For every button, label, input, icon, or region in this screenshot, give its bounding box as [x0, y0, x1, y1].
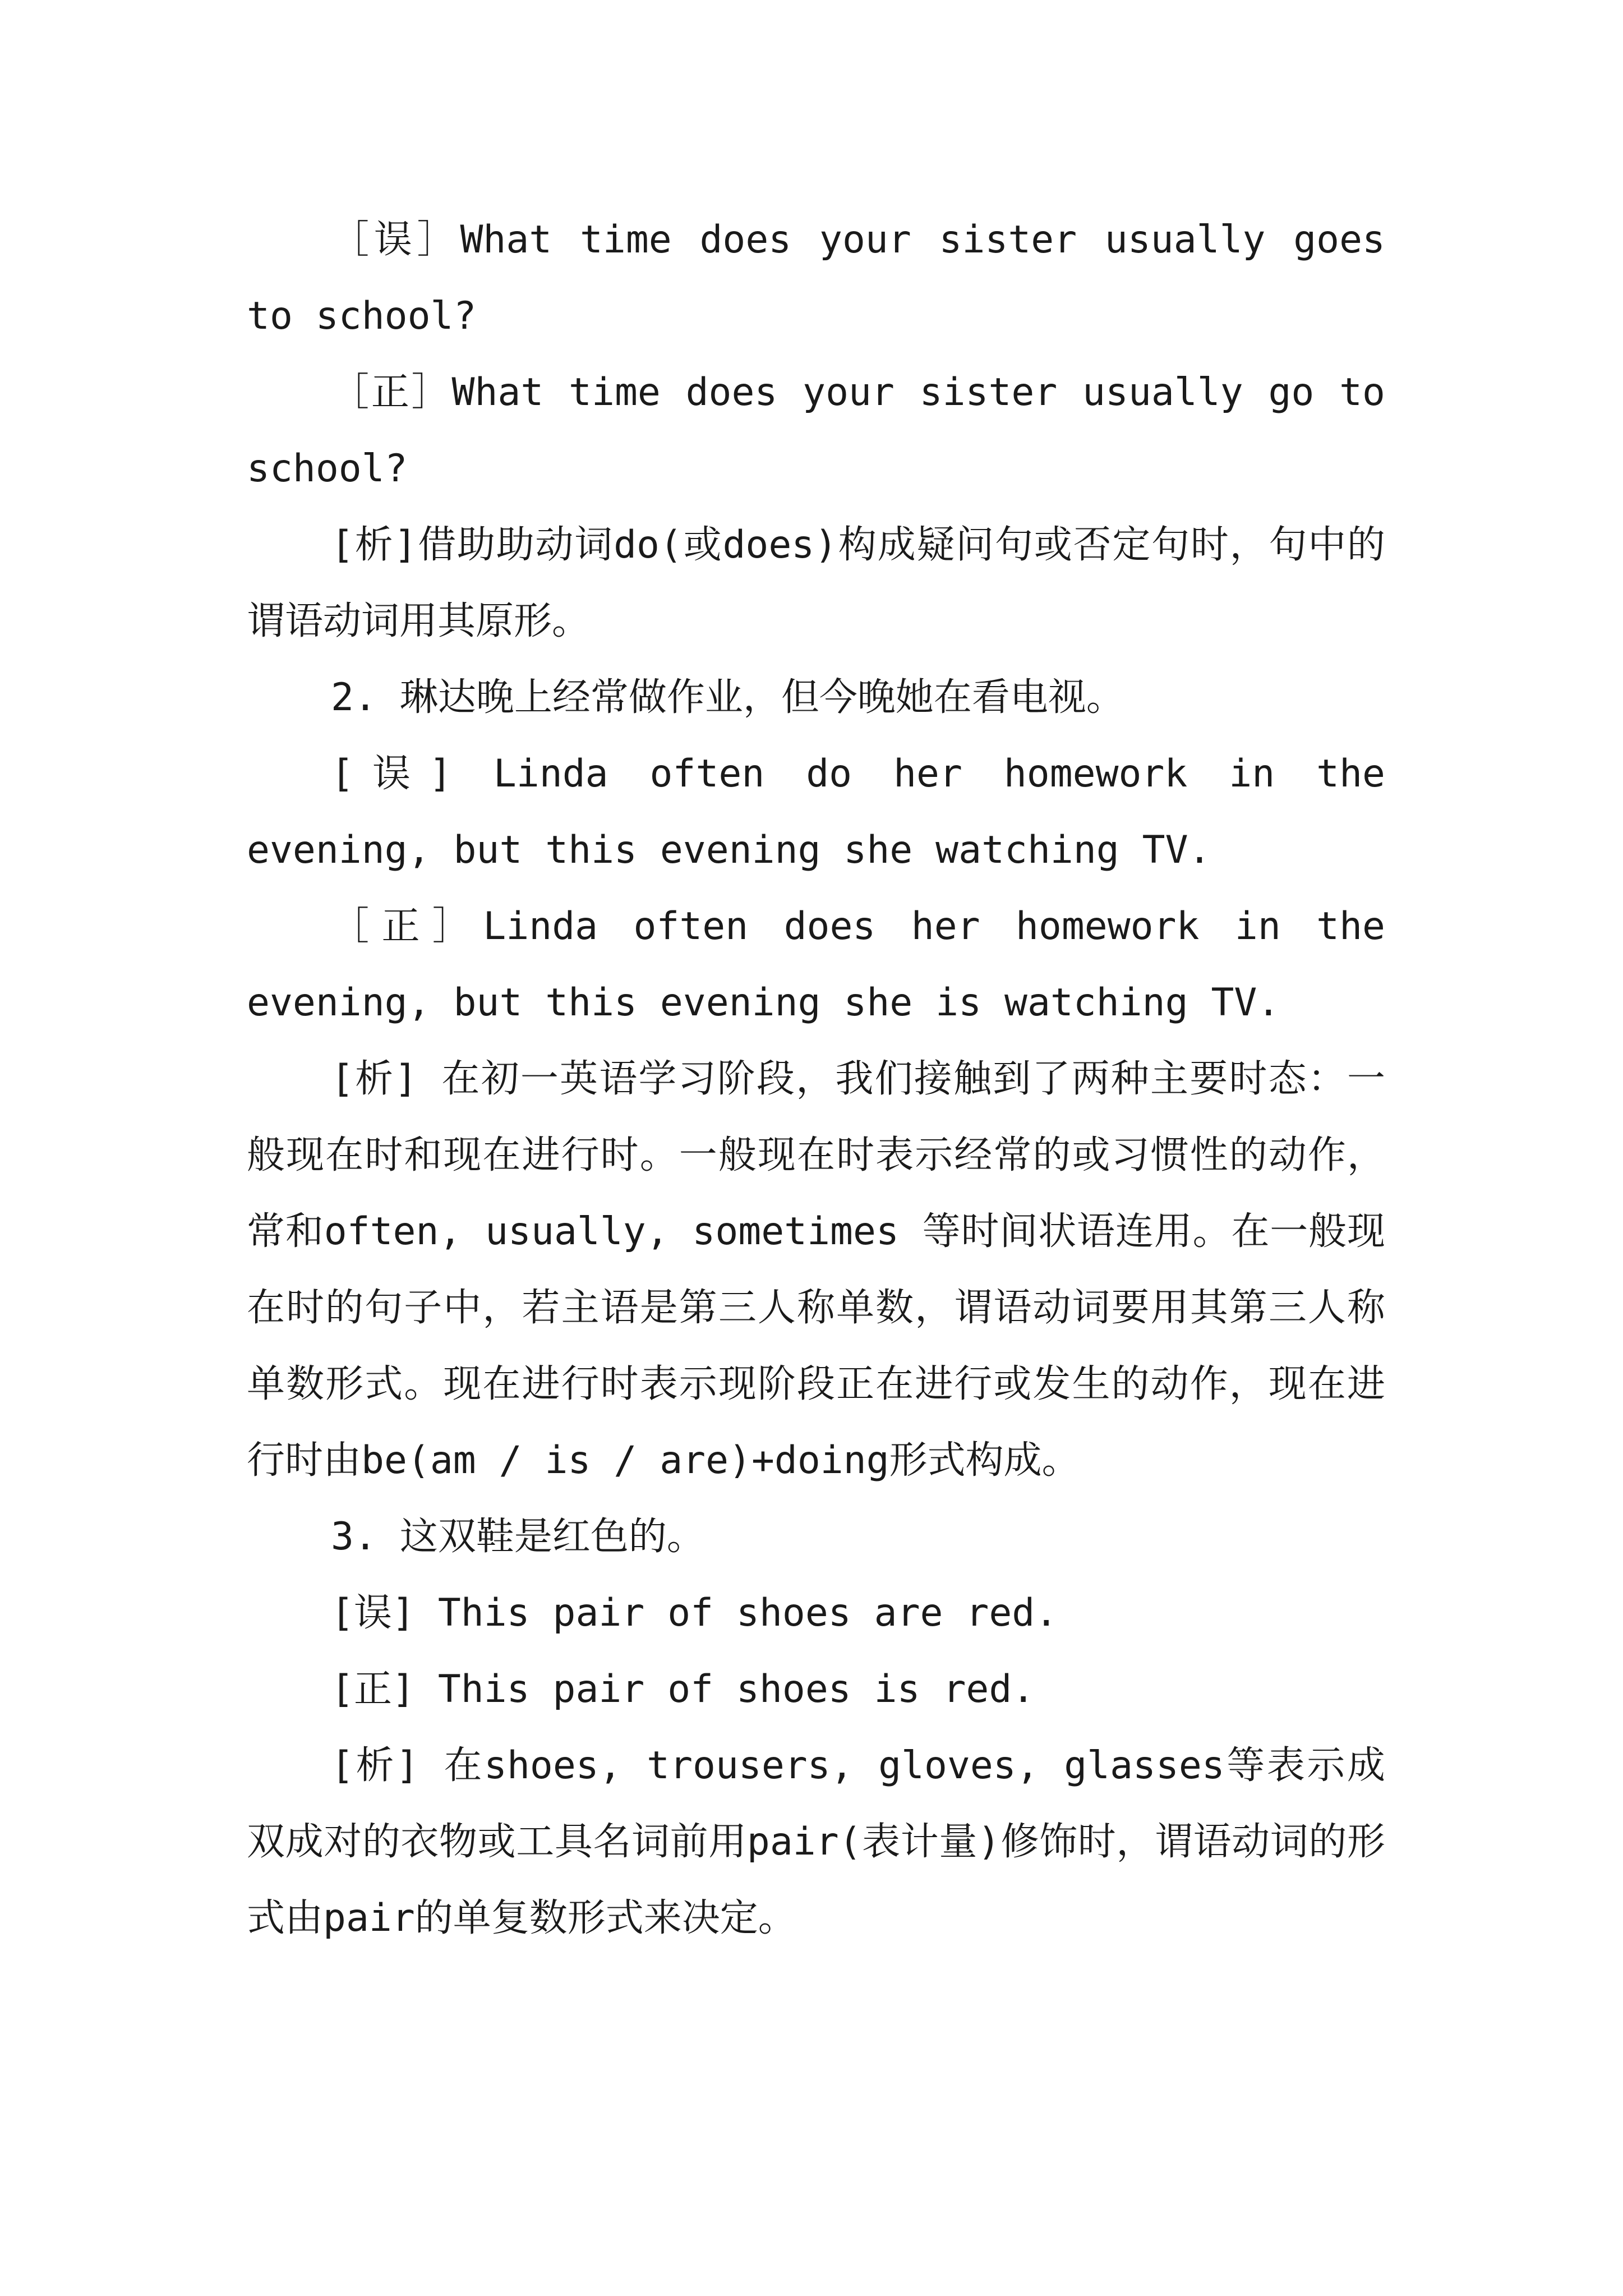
paragraph-analysis-2: [析] 在初一英语学习阶段，我们接触到了两种主要时态：一般现在时和现在进行时。一般现在时表示经常的或习惯性的动作，常和often, usually, sometimes 等时间状语连用。在一般现在时的句子中，若主语是第三人称单数，谓语动词要用其第三人称单数形式。现在进行时表示现阶段正在进行或发生的动作，现在进行时由be(am / is / are)+doing形式构成。: [247, 1057, 1385, 1483]
paragraph-wrong-3: [误] This pair of shoes are red.: [331, 1591, 1058, 1635]
paragraph-analysis-1: [析]借助助动词do(或does)构成疑问句或否定句时，句中的谓语动词用其原形。: [247, 523, 1385, 643]
paragraph-item-3: 3. 这双鞋是红色的。: [331, 1515, 705, 1559]
paragraph-wrong-2: [误] Linda often do her homework in the evening, but this evening she watching TV.: [247, 752, 1385, 872]
paragraph-correct-3: [正] This pair of shoes is red.: [331, 1667, 1035, 1711]
paragraph-correct-1: ［正］What time does your sister usually go to school?: [247, 370, 1385, 491]
document-body: [247, 202, 1385, 1957]
paragraph-wrong-1: ［误］What time does your sister usually goes to school?: [247, 218, 1385, 338]
paragraph-item-2: 2. 琳达晚上经常做作业，但今晚她在看电视。: [331, 675, 1124, 720]
paragraph-correct-2: ［正］Linda often does her homework in the evening, but this evening she is watching TV.: [247, 904, 1385, 1025]
paragraph-analysis-3: [析] 在shoes, trousers, gloves, glasses等表示成双成对的衣物或工具名词前用pair(表计量)修饰时，谓语动词的形式由pair的单复数形式来决定。: [247, 1743, 1385, 1940]
